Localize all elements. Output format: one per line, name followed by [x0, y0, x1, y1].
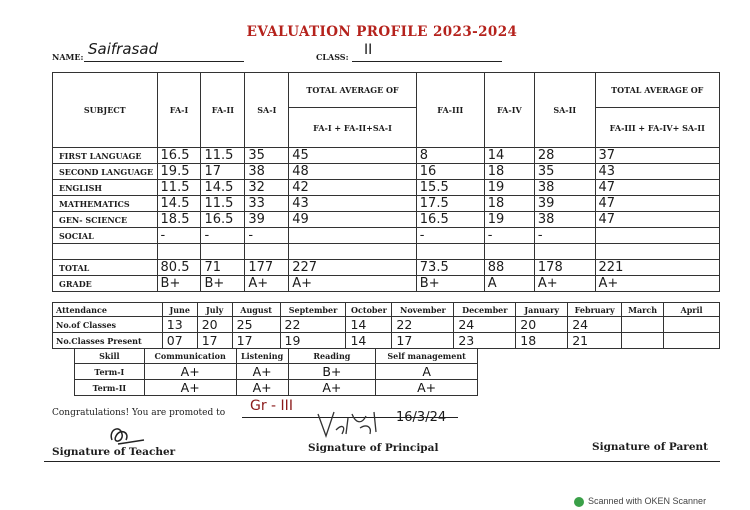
scanner-footer — [574, 496, 706, 507]
mark-cell-sa1: 38 — [245, 164, 289, 180]
mark-cell-fa3 — [416, 244, 484, 260]
month-header: November — [392, 303, 454, 317]
mark-cell-t2: A+ — [595, 276, 719, 292]
mark-cell-fa4: 14 — [484, 148, 534, 164]
mark-cell-sa2: 39 — [534, 196, 595, 212]
subject-cell: SOCIAL — [53, 228, 158, 244]
scanner-footer-text: Scanned with OKEN Scanner — [588, 496, 707, 506]
month-header: February — [568, 303, 622, 317]
subject-header: SUBJECT — [53, 73, 158, 148]
mark-cell-fa2: B+ — [201, 276, 245, 292]
student-name: Saifrasad — [88, 40, 159, 58]
marks-row — [53, 244, 720, 260]
mark-cell-fa3: 16 — [416, 164, 484, 180]
mark-cell-sa1 — [245, 244, 289, 260]
subject-cell: SECOND LANGUAGE — [53, 164, 158, 180]
skill-grade-cell: B+ — [288, 364, 376, 380]
classes-cell: 24 — [454, 317, 516, 333]
mark-cell-sa1: 33 — [245, 196, 289, 212]
classes-cell — [622, 317, 664, 333]
mark-cell-fa3: - — [416, 228, 484, 244]
mark-cell-fa3: 16.5 — [416, 212, 484, 228]
mark-cell-fa1: 16.5 — [157, 148, 201, 164]
total1-header-bottom: FA-I + FA-II+SA-I — [289, 108, 417, 148]
mark-cell-fa1: 19.5 — [157, 164, 201, 180]
mark-cell-fa1: 18.5 — [157, 212, 201, 228]
mark-cell-sa1: - — [245, 228, 289, 244]
promotion-value: Gr - III — [250, 398, 293, 414]
mark-cell-sa2: 178 — [534, 260, 595, 276]
skill-grade-cell: A+ — [236, 380, 288, 396]
mark-cell-t1: 227 — [289, 260, 417, 276]
mark-cell-fa4: 18 — [484, 164, 534, 180]
bottom-border — [44, 460, 720, 462]
present-cell — [664, 333, 720, 349]
classes-cell: 24 — [568, 317, 622, 333]
mark-cell-t2: 221 — [595, 260, 719, 276]
mark-cell-fa2: 11.5 — [201, 196, 245, 212]
mark-cell-fa1: 11.5 — [157, 180, 201, 196]
mark-cell-fa4: A — [484, 276, 534, 292]
mark-cell-t2 — [595, 228, 719, 244]
term-label: Term-II — [75, 380, 145, 396]
classes-cell: 22 — [280, 317, 346, 333]
skills-header-row — [75, 349, 478, 364]
skill-grade-cell: A+ — [376, 380, 478, 396]
class-label: CLASS: — [316, 52, 349, 62]
classes-cell: 20 — [197, 317, 232, 333]
mark-cell-sa1: A+ — [245, 276, 289, 292]
mark-cell-sa2: 38 — [534, 180, 595, 196]
teacher-signature-label: Signature of Teacher — [52, 446, 176, 458]
mark-cell-t2: 37 — [595, 148, 719, 164]
mark-cell-t1 — [289, 244, 417, 260]
mark-cell-fa4: - — [484, 228, 534, 244]
mark-cell-fa3: B+ — [416, 276, 484, 292]
sa1-header: SA-I — [245, 73, 289, 148]
mark-cell-sa2 — [534, 244, 595, 260]
principal-signature-label: Signature of Principal — [308, 442, 439, 454]
fa3-header: FA-III — [416, 73, 484, 148]
present-cell: 17 — [197, 333, 232, 349]
mark-cell-t1: A+ — [289, 276, 417, 292]
attendance-label: Attendance — [53, 303, 163, 317]
total2-header-bottom: FA-III + FA-IV+ SA-II — [595, 108, 719, 148]
mark-cell-t1: 43 — [289, 196, 417, 212]
month-header: October — [346, 303, 392, 317]
subject-cell: MATHEMATICS — [53, 196, 158, 212]
classes-cell — [664, 317, 720, 333]
mark-cell-t2: 47 — [595, 196, 719, 212]
classes-cell: 13 — [162, 317, 197, 333]
total2-header-top: TOTAL AVERAGE OF — [595, 73, 719, 108]
skills-term-row — [75, 364, 478, 380]
mark-cell-t1: 42 — [289, 180, 417, 196]
marks-table — [52, 72, 720, 292]
month-header: December — [454, 303, 516, 317]
present-cell: 19 — [280, 333, 346, 349]
mark-cell-fa1: - — [157, 228, 201, 244]
term-label: Term-I — [75, 364, 145, 380]
fa2-header: FA-II — [201, 73, 245, 148]
mark-cell-fa4: 19 — [484, 212, 534, 228]
skill-grade-cell: A+ — [144, 364, 236, 380]
month-header: April — [664, 303, 720, 317]
mark-cell-sa2: 38 — [534, 212, 595, 228]
attendance-classes-row — [53, 317, 720, 333]
attendance-table — [52, 302, 720, 349]
mark-cell-t2 — [595, 244, 719, 260]
mark-cell-sa1: 35 — [245, 148, 289, 164]
mark-cell-fa2: 71 — [201, 260, 245, 276]
mark-cell-fa1: B+ — [157, 276, 201, 292]
marks-row — [53, 196, 720, 212]
mark-cell-fa1 — [157, 244, 201, 260]
present-cell — [622, 333, 664, 349]
marks-row — [53, 228, 720, 244]
month-header: July — [197, 303, 232, 317]
class-value: II — [364, 42, 373, 58]
name-label: NAME: — [52, 52, 84, 62]
mark-cell-fa3: 73.5 — [416, 260, 484, 276]
mark-cell-sa2: 28 — [534, 148, 595, 164]
marks-row — [53, 276, 720, 292]
class-line — [352, 51, 502, 62]
skill-grade-cell: A+ — [288, 380, 376, 396]
classes-cell: 25 — [232, 317, 280, 333]
present-cell: 21 — [568, 333, 622, 349]
subject-cell: TOTAL — [53, 260, 158, 276]
scanner-logo-icon — [574, 497, 584, 507]
month-header: June — [162, 303, 197, 317]
mark-cell-fa2: 11.5 — [201, 148, 245, 164]
mark-cell-sa1: 177 — [245, 260, 289, 276]
present-cell: 17 — [392, 333, 454, 349]
skill-grade-cell: A+ — [144, 380, 236, 396]
marks-row — [53, 260, 720, 276]
present-cell: 07 — [162, 333, 197, 349]
skill-header: Listening — [236, 349, 288, 364]
mark-cell-fa2: 16.5 — [201, 212, 245, 228]
sa2-header: SA-II — [534, 73, 595, 148]
present-cell: 23 — [454, 333, 516, 349]
evaluation-sheet — [44, 8, 720, 468]
mark-cell-t1 — [289, 228, 417, 244]
fa1-header: FA-I — [157, 73, 201, 148]
classes-label: No.of Classes — [53, 317, 163, 333]
fa4-header: FA-IV — [484, 73, 534, 148]
mark-cell-sa2: 35 — [534, 164, 595, 180]
parent-signature-label: Signature of Parent — [592, 441, 708, 453]
principal-signature-mark — [312, 406, 398, 442]
mark-cell-sa2: - — [534, 228, 595, 244]
skill-header: Reading — [288, 349, 376, 364]
skill-grade-cell: A+ — [236, 364, 288, 380]
mark-cell-fa2 — [201, 244, 245, 260]
report-title: EVALUATION PROFILE 2023-2024 — [246, 24, 518, 40]
skills-table — [74, 348, 478, 396]
subject-cell: GRADE — [53, 276, 158, 292]
subject-cell — [53, 244, 158, 260]
mark-cell-t1: 49 — [289, 212, 417, 228]
classes-cell: 20 — [516, 317, 568, 333]
principal-date: 16/3/24 — [396, 410, 447, 425]
mark-cell-t2: 47 — [595, 180, 719, 196]
present-label: No.Classes Present — [53, 333, 163, 349]
marks-row — [53, 180, 720, 196]
mark-cell-sa1: 39 — [245, 212, 289, 228]
total1-header-top: TOTAL AVERAGE OF — [289, 73, 417, 108]
mark-cell-t2: 47 — [595, 212, 719, 228]
mark-cell-fa4 — [484, 244, 534, 260]
marks-row — [53, 164, 720, 180]
mark-cell-sa2: A+ — [534, 276, 595, 292]
marks-row — [53, 212, 720, 228]
month-header: September — [280, 303, 346, 317]
classes-cell: 14 — [346, 317, 392, 333]
skills-term-row — [75, 380, 478, 396]
mark-cell-fa1: 14.5 — [157, 196, 201, 212]
mark-cell-fa2: 17 — [201, 164, 245, 180]
subject-cell: GEN- SCIENCE — [53, 212, 158, 228]
subject-cell: FIRST LANGUAGE — [53, 148, 158, 164]
mark-cell-fa4: 18 — [484, 196, 534, 212]
promotion-text: Congratulations! You are promoted to — [52, 408, 226, 418]
present-cell: 18 — [516, 333, 568, 349]
attendance-month-row — [53, 303, 720, 317]
present-cell: 17 — [232, 333, 280, 349]
subject-cell: ENGLISH — [53, 180, 158, 196]
mark-cell-fa1: 80.5 — [157, 260, 201, 276]
present-cell: 14 — [346, 333, 392, 349]
month-header: March — [622, 303, 664, 317]
month-header: January — [516, 303, 568, 317]
mark-cell-fa3: 8 — [416, 148, 484, 164]
skill-header: Communication — [144, 349, 236, 364]
skill-header: Self management — [376, 349, 478, 364]
skill-grade-cell: A — [376, 364, 478, 380]
mark-cell-fa3: 17.5 — [416, 196, 484, 212]
mark-cell-t2: 43 — [595, 164, 719, 180]
month-header: August — [232, 303, 280, 317]
mark-cell-fa3: 15.5 — [416, 180, 484, 196]
mark-cell-fa2: 14.5 — [201, 180, 245, 196]
mark-cell-sa1: 32 — [245, 180, 289, 196]
skill-header: Skill — [75, 349, 145, 364]
mark-cell-fa4: 19 — [484, 180, 534, 196]
mark-cell-fa4: 88 — [484, 260, 534, 276]
attendance-present-row — [53, 333, 720, 349]
mark-cell-fa2: - — [201, 228, 245, 244]
marks-row — [53, 148, 720, 164]
mark-cell-t1: 45 — [289, 148, 417, 164]
mark-cell-t1: 48 — [289, 164, 417, 180]
classes-cell: 22 — [392, 317, 454, 333]
